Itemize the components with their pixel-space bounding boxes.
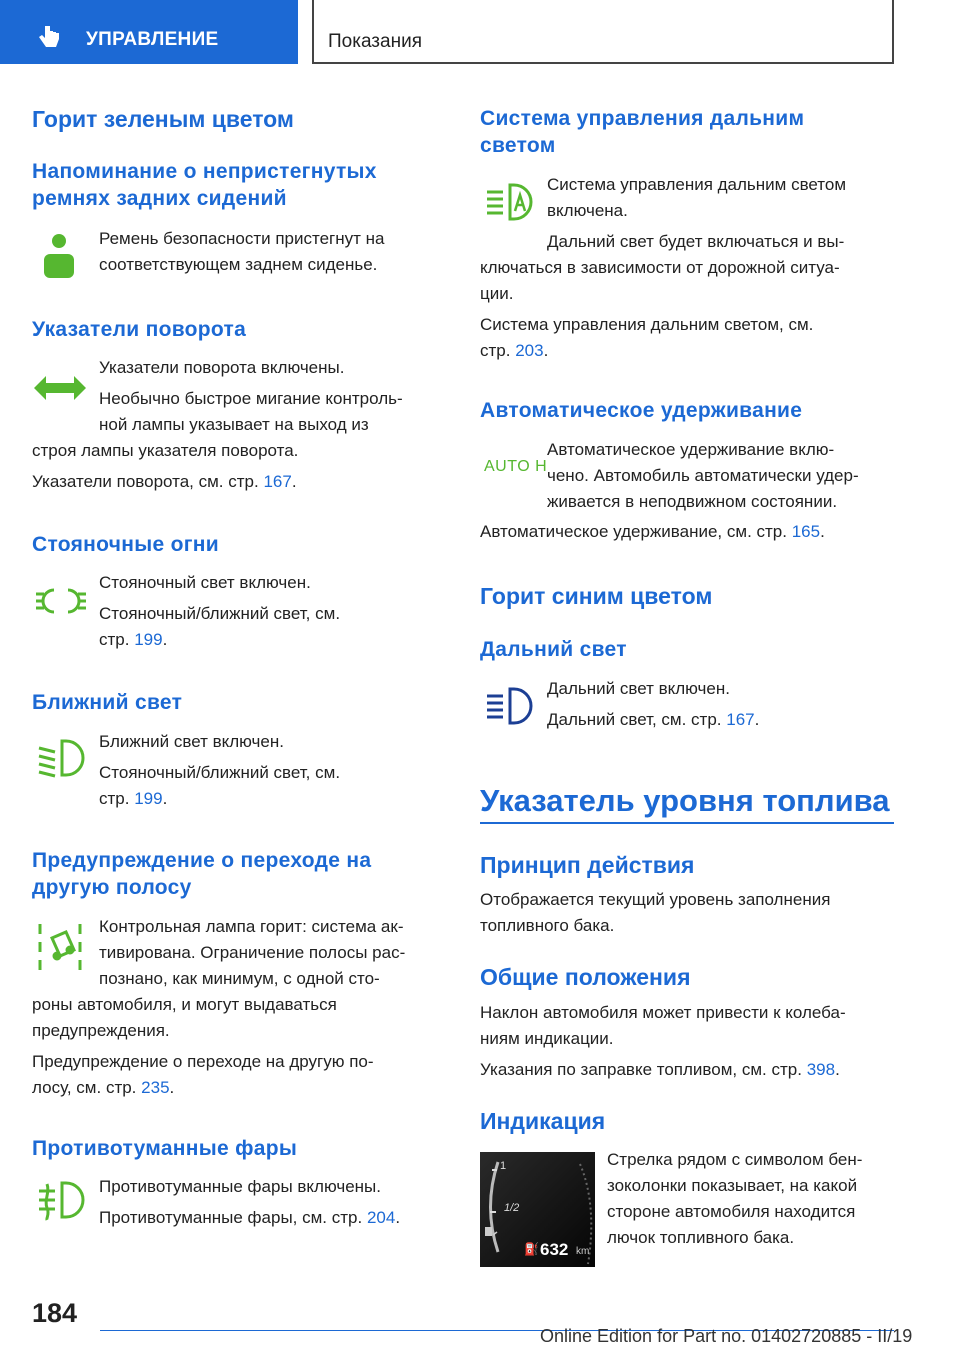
display-title: Индикация: [480, 1108, 606, 1134]
turn-title: Указатели поворота: [32, 318, 247, 341]
lane-text-1c: познано, как минимум, с одной сто-: [99, 969, 380, 988]
principle-text-2: топливного бака.: [480, 916, 615, 935]
parking-reference: стр. 199.: [99, 630, 168, 649]
lowbeam-title: Ближний свет: [32, 691, 183, 714]
highbeam-assist-text-3a: Система управления дальним светом, см.: [480, 315, 814, 334]
green-heading: Горит зеленым цветом: [32, 106, 294, 132]
display-text-2: зоколонки показывает, на какой: [607, 1176, 858, 1195]
turn-signal-arrows-icon: [34, 374, 86, 402]
highbeam-text-1: Дальний свет включен.: [547, 679, 730, 698]
turn-reference: Указатели поворота, см. стр. 167.: [32, 472, 297, 491]
blue-heading: Горит синим цветом: [480, 583, 713, 609]
seatbelt-title-2: ремнях задних сидений: [32, 187, 287, 210]
lane-title-1: Предупреждение о переходе на: [32, 849, 372, 872]
section-tab-label: УПРАВЛЕНИЕ: [86, 29, 219, 50]
general-text-1: Наклон автомобиля может привести к колеба-: [480, 1003, 846, 1022]
autohold-text-1a: Автоматическое удерживание вклю-: [547, 440, 835, 459]
highbeam-reference: Дальний свет, см. стр. 167.: [547, 710, 760, 729]
page-link[interactable]: 165: [791, 522, 821, 541]
lane-title-2: другую полосу: [32, 876, 192, 899]
lane-text-2a: Предупреждение о переходе на другую по-: [32, 1052, 374, 1071]
turn-text-2b: ной лампы указывает на выход из: [99, 415, 369, 434]
page-link[interactable]: 199: [134, 789, 163, 808]
highbeam-assist-reference: стр. 203.: [480, 341, 549, 360]
fuel-section-title: Указатель уровня топлива: [480, 783, 890, 818]
general-text-2: ниям индикации.: [480, 1029, 614, 1048]
section-divider: [480, 822, 894, 824]
highbeam-assist-title-2: светом: [480, 134, 556, 157]
page-link[interactable]: 398: [806, 1060, 836, 1079]
fog-reference: Противотуманные фары, см. стр. 204.: [99, 1208, 401, 1227]
seatbelt-text-2: соответствующем заднем сиденье.: [99, 255, 378, 274]
lane-text-1e: предупреждения.: [32, 1021, 170, 1040]
chapter-header: [312, 0, 894, 64]
highbeam-assist-text-2a: Дальний свет будет включаться и вы-: [547, 232, 845, 251]
page-link[interactable]: 167: [263, 472, 292, 491]
lane-text-1d: роны автомобиля, и могут выдаваться: [32, 995, 337, 1014]
auto-hold-icon: AUTO H: [484, 458, 548, 475]
turn-text-1: Указатели поворота включены.: [99, 358, 345, 377]
section-tab[interactable]: [0, 0, 298, 64]
low-beam-icon: [36, 738, 86, 780]
page-link[interactable]: 167: [726, 710, 755, 729]
page-link[interactable]: 199: [134, 630, 163, 649]
lowbeam-text-2a: Стояночный/ближний свет, см.: [99, 763, 341, 782]
highbeam-assist-title-1: Система управления дальним: [480, 107, 805, 130]
display-text-1: Стрелка рядом с символом бен-: [607, 1150, 863, 1169]
highbeam-assist-text-1a: Система управления дальним светом: [547, 175, 847, 194]
lowbeam-text-1: Ближний свет включен.: [99, 732, 284, 751]
parking-title: Стояночные огни: [32, 533, 219, 556]
parking-lights-icon: [34, 588, 88, 614]
principle-title: Принцип действия: [480, 852, 695, 878]
high-beam-icon: [484, 686, 534, 728]
lane-text-1a: Контрольная лампа горит: система ак-: [99, 917, 404, 936]
fog-light-icon: [36, 1180, 86, 1222]
highbeam-assist-text-2c: ции.: [480, 284, 514, 303]
high-beam-assist-icon: [484, 182, 534, 224]
autohold-text-1b: чено. Автомобиль автоматически удер-: [547, 466, 859, 485]
autohold-title: Автоматическое удерживание: [480, 399, 803, 422]
parking-text-1: Стояночный свет включен.: [99, 573, 311, 592]
range-unit: km: [576, 1246, 590, 1257]
general-title: Общие положения: [480, 964, 691, 990]
lane-reference: лосу, см. стр. 235.: [32, 1078, 175, 1097]
lane-text-1b: тивирована. Ограничение полосы рас-: [99, 943, 406, 962]
hand-pointer-icon: [38, 24, 60, 50]
principle-text-1: Отображается текущий уровень заполнения: [480, 890, 831, 909]
page-number: 184: [32, 1298, 78, 1328]
parking-text-2a: Стояночный/ближний свет, см.: [99, 604, 341, 623]
range-value: 632: [540, 1240, 569, 1259]
autohold-text-1c: живается в неподвижном состоянии.: [547, 492, 838, 511]
lowbeam-reference: стр. 199.: [99, 789, 168, 808]
lane-departure-icon: [36, 920, 84, 972]
page-link[interactable]: 204: [366, 1208, 396, 1227]
fuel-gauge-image: [480, 1152, 595, 1267]
page-link[interactable]: 203: [515, 341, 544, 360]
turn-text-2a: Необычно быстрое мигание контроль-: [99, 389, 403, 408]
autohold-reference: Автоматическое удерживание, см. стр. 165.: [480, 522, 825, 541]
seat-occupant-icon: [42, 232, 76, 280]
highbeam-title: Дальний свет: [480, 638, 627, 661]
gauge-mark-half: 1/2: [504, 1202, 520, 1214]
highbeam-assist-text-1b: включена.: [547, 201, 628, 220]
gauge-mark-full: 1: [500, 1160, 507, 1172]
turn-text-2c: строя лампы указателя поворота.: [32, 441, 299, 460]
fuel-pump-icon: ⛽: [524, 1242, 539, 1256]
footer-edition: Online Edition for Part no. 01402720885 - II/19: [540, 1326, 913, 1346]
page-link[interactable]: 235: [141, 1078, 170, 1097]
chapter-label: Показания: [328, 31, 422, 52]
display-text-3: стороне автомобиля находится: [607, 1202, 856, 1221]
display-text-4: лючок топливного бака.: [607, 1228, 795, 1247]
seatbelt-title-1: Напоминание о непристегнутых: [32, 160, 377, 183]
highbeam-assist-text-2b: ключаться в зависимости от дорожной ситуа-: [480, 258, 840, 277]
seatbelt-text-1: Ремень безопасности пристегнут на: [99, 229, 385, 248]
general-reference: Указания по заправке топливом, см. стр. 398.: [480, 1060, 840, 1079]
fog-text-1: Противотуманные фары включены.: [99, 1177, 381, 1196]
fog-title: Противотуманные фары: [32, 1137, 298, 1160]
